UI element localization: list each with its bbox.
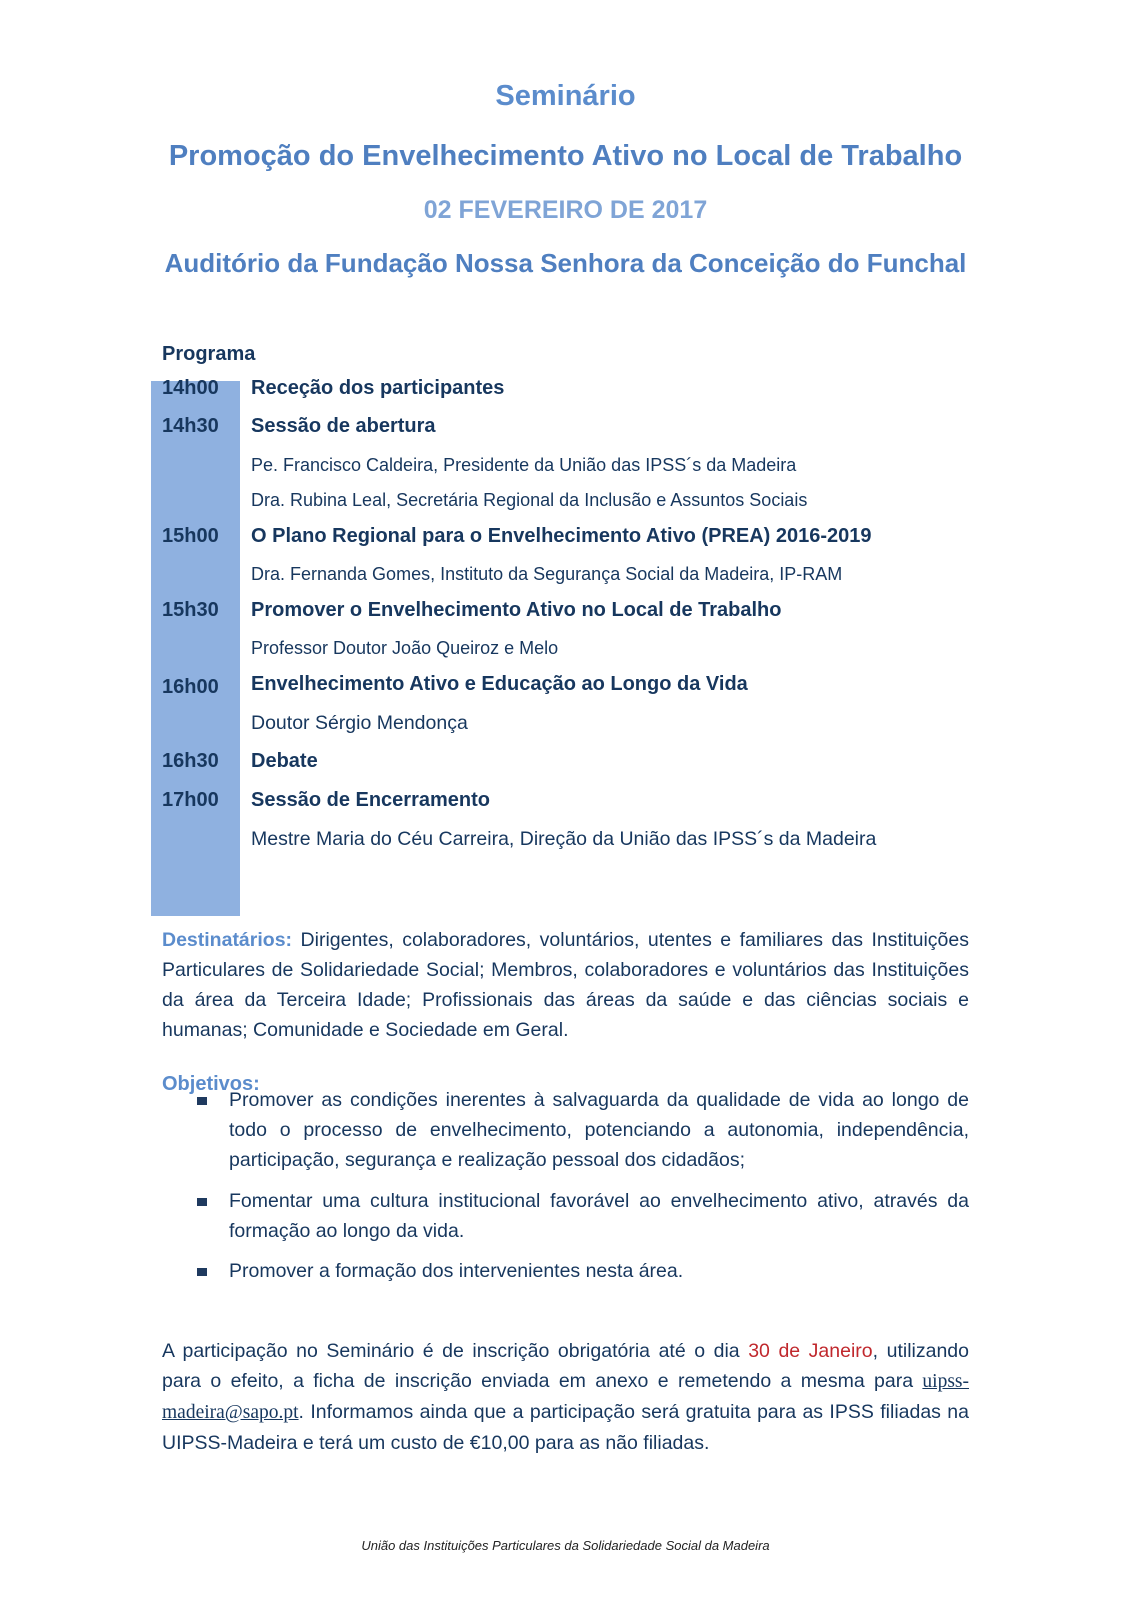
page-footer: União das Instituições Particulares da Solidariedade Social da Madeira <box>361 1538 770 1553</box>
program-title: Receção dos participantes <box>251 377 505 399</box>
audience-paragraph <box>162 925 969 1045</box>
registration-deadline: 30 de Janeiro <box>748 1340 873 1362</box>
registration-text-start: A participação no Seminário é de inscrição obrigatória até o dia <box>162 1340 749 1362</box>
program-speaker: Mestre Maria do Céu Carreira, Direção da União das IPSS´s da Madeira <box>251 828 877 850</box>
seminar-subtitle: Promoção do Envelhecimento Ativo no Local de Trabalho <box>168 140 963 172</box>
program-time: 14h30 <box>162 415 219 437</box>
program-title: Sessão de Encerramento <box>251 789 490 811</box>
bullet-square-icon <box>197 1097 207 1105</box>
audience-text: Dirigentes, colaboradores, voluntários, utentes e familiares das Instituições Particulares de Solidariedade Social; Membros, colaboradores e voluntários das Instituições da área da Terceira Idade; Profissionais das áreas da saúde e das ciências sociais e humanas; Comunidade e Sociedade em Geral. <box>162 929 969 1041</box>
program-time: 14h00 <box>162 377 219 399</box>
bullet-square-icon <box>197 1198 207 1206</box>
program-speaker: Dra. Fernanda Gomes, Instituto da Segurança Social da Madeira, IP-RAM <box>251 564 843 584</box>
program-title: O Plano Regional para o Envelhecimento Ativo (PREA) 2016-2019 <box>251 525 872 547</box>
audience-label: Destinatários: <box>162 929 293 951</box>
program-title: Promover o Envelhecimento Ativo no Local de Trabalho <box>251 599 782 621</box>
seminar-date: 02 FEVEREIRO DE 2017 <box>423 196 708 224</box>
program-time: 16h00 <box>162 676 219 698</box>
time-column-bar <box>151 381 240 916</box>
program-time: 16h30 <box>162 750 219 772</box>
objective-item: Fomentar uma cultura institucional favorável ao envelhecimento ativo, através da formação ao longo da vida. <box>229 1190 969 1242</box>
registration-paragraph <box>162 1336 969 1458</box>
program-label: Programa <box>162 343 256 365</box>
objective-item: Promover as condições inerentes à salvaguarda da qualidade de vida ao longo de todo o processo de envelhecimento, potenciando a autonomia, independência, participação, segurança e realização pessoal dos cidadãos; <box>229 1089 969 1171</box>
program-speaker: Dra. Rubina Leal, Secretária Regional da Inclusão e Assuntos Sociais <box>251 490 808 510</box>
program-time: 15h30 <box>162 599 219 621</box>
program-speaker: Professor Doutor João Queiroz e Melo <box>251 638 559 658</box>
bullet-square-icon <box>197 1268 207 1276</box>
seminar-title: Seminário <box>495 80 636 112</box>
registration-email-link[interactable]: uipss-madeira@sapo.pt <box>162 1371 969 1423</box>
program-title: Debate <box>251 750 318 772</box>
program-title: Sessão de abertura <box>251 415 436 437</box>
program-speaker: Pe. Francisco Caldeira, Presidente da União das IPSS´s da Madeira <box>251 455 797 475</box>
seminar-venue: Auditório da Fundação Nossa Senhora da Conceição do Funchal <box>164 248 967 278</box>
registration-text-middle: , utilizando para o efeito, a ficha de inscrição enviada em anexo e remetendo a mesma para <box>162 1340 969 1392</box>
program-speaker: Doutor Sérgio Mendonça <box>251 712 468 734</box>
registration-text-end: . Informamos ainda que a participação será gratuita para as IPSS filiadas na UIPSS-Madeira e terá um custo de €10,00 para as não filiadas. <box>162 1401 969 1454</box>
program-time: 15h00 <box>162 525 219 547</box>
program-time: 17h00 <box>162 789 219 811</box>
program-title: Envelhecimento Ativo e Educação ao Longo da Vida <box>251 673 748 695</box>
objective-item: Promover a formação dos intervenientes nesta área. <box>229 1260 684 1282</box>
objectives-label: Objetivos: <box>162 1073 260 1095</box>
